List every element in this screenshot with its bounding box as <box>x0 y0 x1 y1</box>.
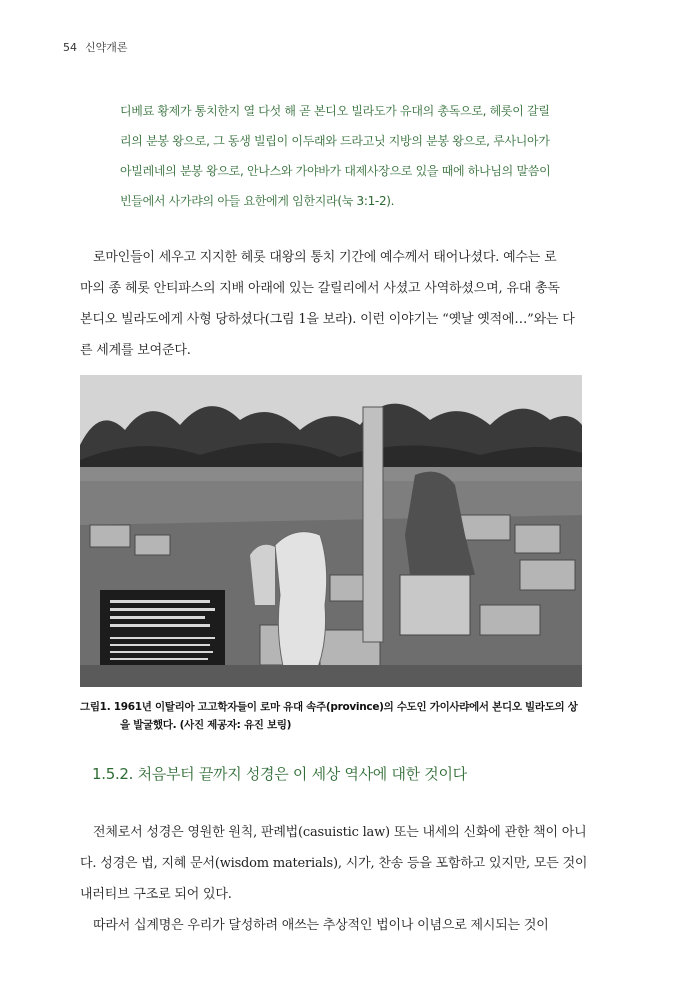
caption-line: 을 발굴했다. (사진 제공자: 유진 보링) <box>120 719 292 731</box>
paragraph-line: 전체로서 성경은 영원한 원칙, 판례법(casuistic law) 또는 내세의 신화에 관한 책이 아니 <box>93 825 587 840</box>
excavation-photo-illustration <box>80 375 582 687</box>
quote-line: 리의 분봉 왕으로, 그 동생 빌립이 이두래와 드라고닛 지방의 분봉 왕으로, 루사니아가 <box>120 134 550 148</box>
paragraph-line: 다. 성경은 법, 지혜 문서(wisdom materials), 시가, 찬송 등을 포함하고 있지만, 모든 것이 <box>80 856 588 871</box>
quote-line: 디베료 황제가 통치한지 열 다섯 해 곧 본디오 빌라도가 유대의 총독으로, 헤롯이 갈릴 <box>120 104 550 118</box>
book-title: 신약개론 <box>85 41 128 54</box>
page-header <box>63 39 128 55</box>
body-paragraph-1 <box>80 242 590 366</box>
paragraph-line: 마의 종 헤롯 안티파스의 지배 아래에 있는 갈릴리에서 사셨고 사역하셨으며, 유대 총독 <box>80 281 560 296</box>
caption-line: 그림1. 1961년 이탈리아 고고학자들이 로마 유대 속주(province)의 수도인 가이사랴에서 본디오 빌라도의 상 <box>80 701 578 713</box>
page-number: 54 <box>63 41 77 54</box>
section-heading: 1.5.2. 처음부터 끝까지 성경은 이 세상 역사에 대한 것이다 <box>92 765 467 783</box>
body-paragraph-2 <box>80 817 590 941</box>
paragraph-line: 내러티브 구조로 되어 있다. <box>80 887 232 902</box>
scripture-quote <box>120 96 600 216</box>
figure-caption <box>80 698 600 734</box>
paragraph-line: 본디오 빌라도에게 사형 당하셨다(그림 1을 보라). 이런 이야기는 “옛날 옛적에…”와는 다 <box>80 312 575 327</box>
quote-line: 아빌레네의 분봉 왕으로, 안나스와 가야바가 대제사장으로 있을 때에 하나님의 말씀이 <box>120 164 551 178</box>
paragraph-line: 른 세계를 보여준다. <box>80 343 191 358</box>
quote-line: 빈들에서 사가랴의 아들 요한에게 임한지라(눅 3:1-2). <box>120 194 395 208</box>
paragraph-line: 따라서 십계명은 우리가 달성하려 애쓰는 추상적인 법이나 이념으로 제시되는 것이 <box>93 918 549 933</box>
figure-photo <box>80 375 582 687</box>
paragraph-line: 로마인들이 세우고 지지한 헤롯 대왕의 통치 기간에 예수께서 태어나셨다. 예수는 로 <box>93 250 557 265</box>
